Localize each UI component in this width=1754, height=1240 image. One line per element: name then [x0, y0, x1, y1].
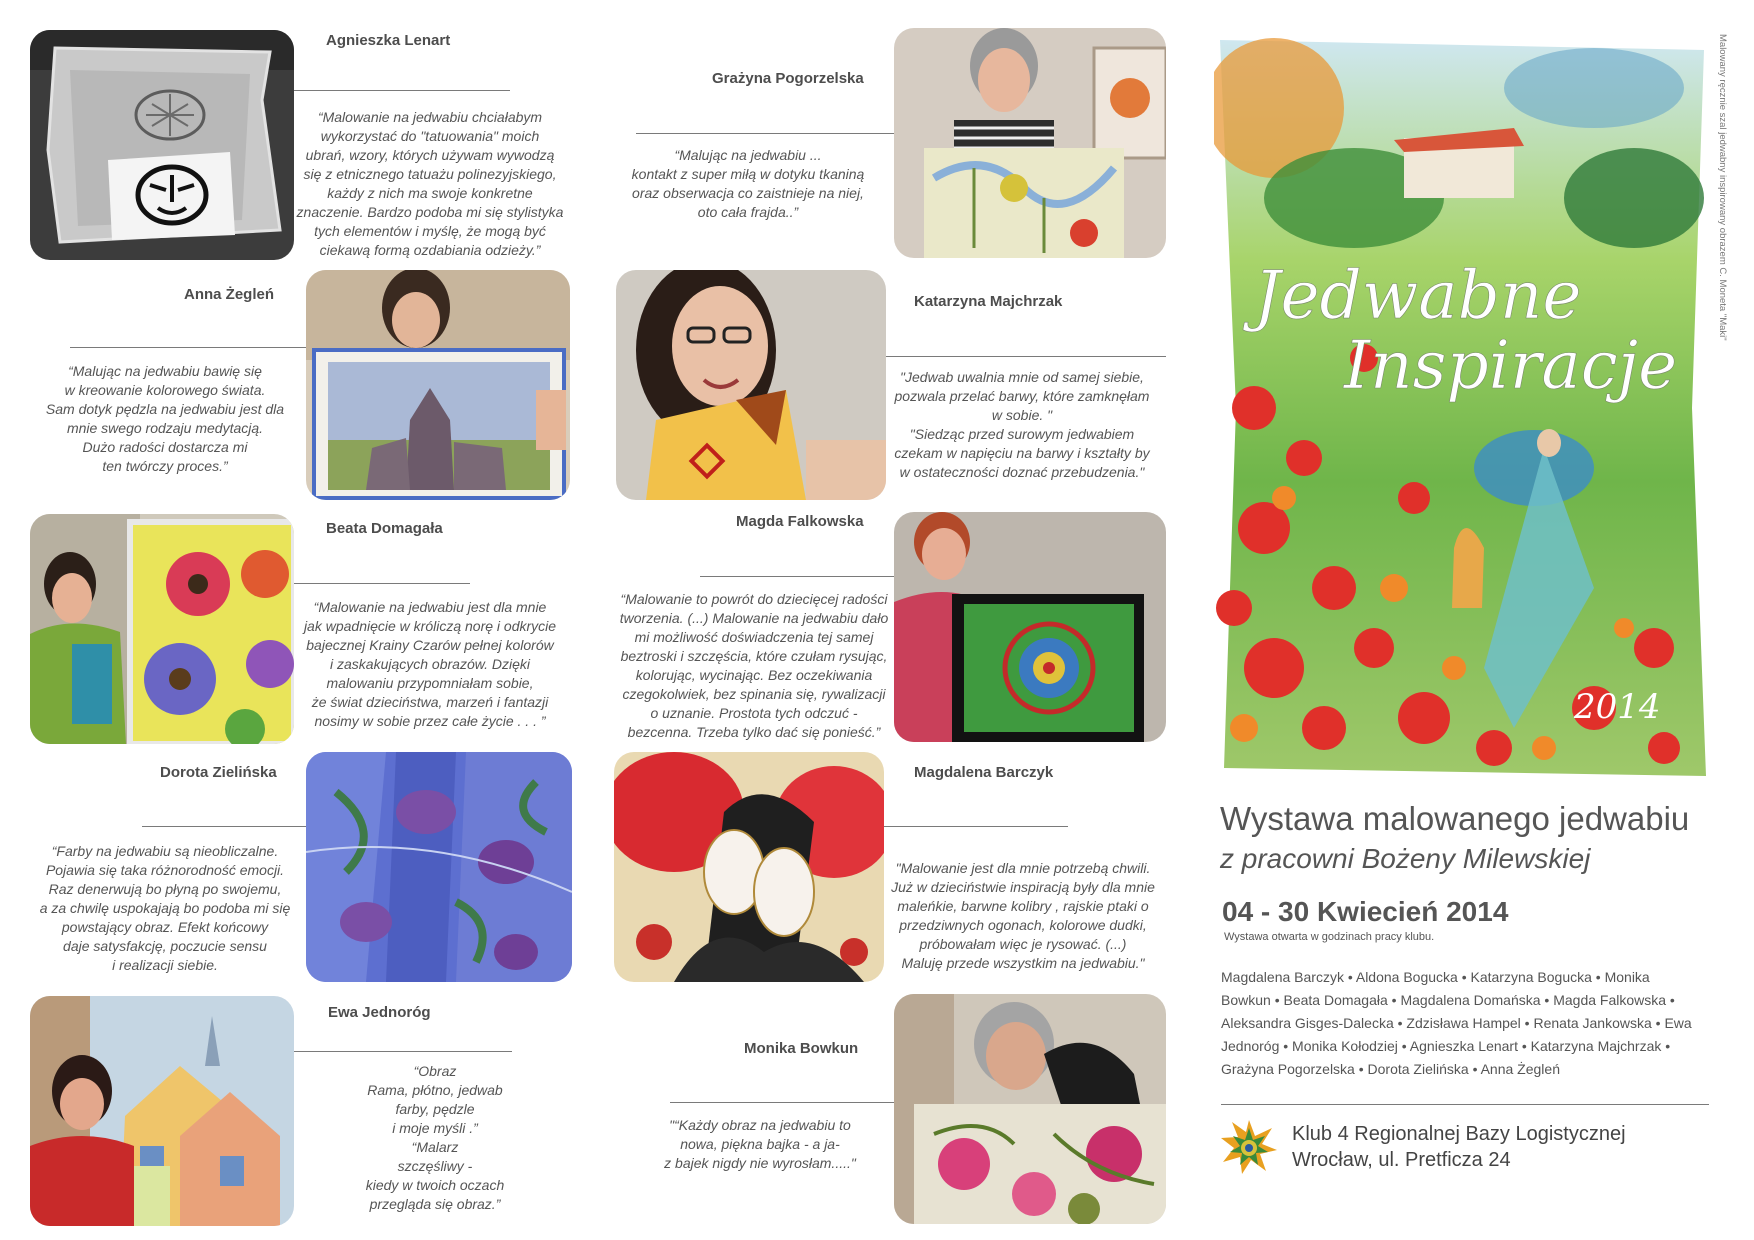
photo-jednorog-house-painting: [30, 996, 294, 1226]
artist-quote: “Malując na jedwabiu ... kontakt z super miłą w dotyku tkaniną oraz obserwacja co zaistnieje na niej, oto cała frajda..”: [631, 147, 865, 220]
artist-name: Anna Żegleń: [184, 286, 275, 303]
poster-credit: Malowany ręcznie szal jedwabny inspirowany obrazem C. Moneta "Maki": [1717, 34, 1728, 341]
club-address: Wrocław, ul. Pretficza 24: [1292, 1149, 1511, 1171]
divider-line: [294, 90, 510, 91]
artist-quote: “Obraz Rama, płótno, jedwab farby, pędzle i moje myśli .” “Malarz szczęśliwy - kiedy w twoich oczach przegląda się obraz.”: [365, 1063, 505, 1212]
artist-name: Agnieszka Lenart: [326, 32, 451, 49]
photo-zeglen-church-painting: [306, 270, 570, 500]
artist-quote: “Malowanie na jedwabiu jest dla mnie jak wpadnięcie w króliczą norę i odkrycie bajecznej Krainy Czarów pełnej kolorów i zaskakujących obrazów. Dzięki malowaniu przypomniałam sobie, że świat dzieciństwa, marzeń i fantazji nosimy w sobie przez całe życie . . . ”: [303, 599, 557, 729]
artist-name: Beata Domagała: [326, 520, 443, 537]
photo-falkowska-mandala: [894, 512, 1166, 742]
divider-line: [700, 576, 894, 577]
artist-quote: “Malując na jedwabiu bawię się w kreowanie kolorowego świata. Sam dotyk pędzla na jedwabiu jest dla mnie swego rodzaju medytacją. Dużo radości dostarcza mi ten twórczy proces.”: [45, 363, 285, 474]
artist-name: Ewa Jednoróg: [328, 1004, 431, 1021]
divider-line: [142, 826, 306, 827]
divider-line: [1221, 1104, 1709, 1105]
divider-line: [886, 356, 1166, 357]
exhibition-dates: 04 - 30 Kwiecień 2014: [1222, 896, 1509, 927]
photo-barczyk-poppy-women: [614, 752, 884, 982]
artist-quote: "Malowanie jest dla mnie potrzebą chwili. Już w dzieciństwie inspiracją były dla mnie maleńkie, barwne kolibry , rajskie ptaki o przedziwnych ogonach, kolorowe dudki, próbowałam więc je rysować. (...) Maluję przede wszystkim na jedwabiu.": [891, 860, 1155, 971]
photo-zielinska-blue-scarf: [306, 752, 572, 982]
artist-quote: “Malowanie to powrót do dziecięcej radości tworzenia. (...) Malowanie na jedwabiu dało mi możliwość doświadczenia tej samej beztroski i szczęścia, które czułam rysując, kolorując, wycinając. Bez oczekiwania czegokolwiek, bez spinania się, rywalizacji o uznanie. Prostota tych odczuć - bezcenna. Trzeba tylko dać się ponieść.”: [619, 591, 889, 740]
photo-majchrzak-scarf: [616, 270, 886, 500]
poster-script-title-line1: Jedwabne: [1254, 257, 1582, 334]
exhibition-subtitle: z pracowni Bożeny Milewskiej: [1220, 843, 1591, 874]
artist-name: Magdalena Barczyk: [914, 764, 1054, 781]
artist-quote: “Farby na jedwabiu są nieobliczalne. Pojawia się taka różnorodność emocji. Raz denerwują bo płyną po swojemu, a za chwilę uspokajają bo podoba mi się powstający obraz. Efekt końcowy daje satysfakcję, poczucie sensu i realizacji siebie.: [39, 843, 291, 973]
photo-domagala-flower-painting: [30, 514, 294, 744]
poster-silk-scarf: [1214, 28, 1709, 783]
exhibition-note: Wystawa otwarta w godzinach pracy klubu.: [1224, 931, 1435, 943]
divider-line: [636, 133, 894, 134]
artist-list: Magdalena Barczyk • Aldona Bogucka • Katarzyna Bogucka • Monika Bowkun • Beata Domagała • Magdalena Domańska • Magda Falkowska • Aleksandra Gisges-Dalecka • Zdzisława Hampel • Renata Jankowska • Ewa Jednoróg • Monika Kołodziej • Agnieszka Lenart • Katarzyna Majchrzak • Grażyna Pogorzelska • Dorota Zielińska • Anna Żegleń: [1221, 969, 1692, 1077]
artist-name: Monika Bowkun: [744, 1040, 859, 1057]
divider-line: [70, 347, 306, 348]
club-emblem-icon: [1220, 1118, 1278, 1176]
artist-name: Magda Falkowska: [736, 513, 864, 530]
artist-quote: "“Każdy obraz na jedwabiu to nowa, piękna bajka - a ja- z bajek nigdy nie wyrosłam.....": [664, 1117, 856, 1171]
artist-name: Katarzyna Majchrzak: [914, 293, 1063, 310]
club-name: Klub 4 Regionalnej Bazy Logistycznej: [1292, 1123, 1626, 1145]
photo-lenart-tattoo-shirt: [30, 30, 294, 260]
poster-script-title-line2: Inspiracje: [1344, 327, 1678, 404]
photo-bowkun-flower-silk: [894, 994, 1166, 1224]
poster-year: 2014: [1574, 687, 1661, 727]
divider-line: [884, 826, 1068, 827]
divider-line: [670, 1102, 894, 1103]
club-info: [1292, 1121, 1626, 1173]
artist-name: Grażyna Pogorzelska: [712, 70, 864, 87]
artist-quote: “Malowanie na jedwabiu chciałabym wykorzystać do "tatuowania" moich ubrań, wzory, których używam wywodzą się z etnicznego tatuażu polinezyjskiego, każdy z nich ma swoje konkretne znaczenie. Bardzo podoba mi się stylistyka tych elementów i myślę, że mogą być ciekawą formą ozdabiania odzieży.”: [296, 109, 564, 258]
exhibition-title: Wystawa malowanego jedwabiu: [1220, 800, 1690, 837]
artist-name: Dorota Zielińska: [160, 764, 277, 781]
artist-quote: "Jedwab uwalnia mnie od samej siebie, pozwala przelać barwy, które zamknęłam w sobie. " "Siedząc przed surowym jedwabiem czekam w napięciu na barwy i kształty by w ostateczności doznać przebudzenia.": [894, 369, 1150, 480]
photo-pogorzelska-silk-panel: [894, 28, 1166, 258]
divider-line: [294, 1051, 512, 1052]
divider-line: [294, 583, 470, 584]
